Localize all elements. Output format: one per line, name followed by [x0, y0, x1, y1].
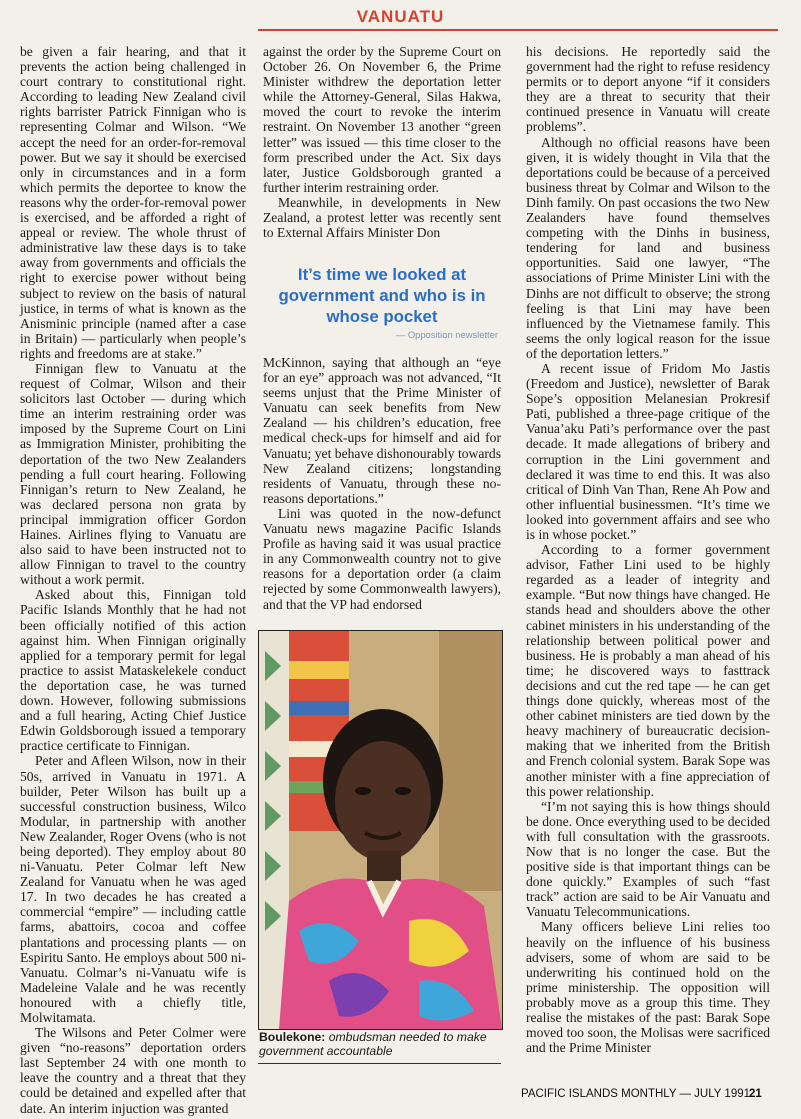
- header-rule: [258, 29, 778, 31]
- article-column-2-bottom: [263, 355, 501, 611]
- pull-quote-text: It’s time we looked at government and who is in whose pocket: [278, 265, 486, 326]
- pull-quote: [262, 264, 502, 346]
- pull-quote-source: — Opposition newsletter: [395, 329, 498, 340]
- photo-caption: [259, 1030, 501, 1058]
- paragraph: The Wilsons and Peter Colmer were given “no-reasons” deportation orders last September 24 with one month to leave the country and a threat that they could be detained and expelled after that date. An interim injuction was granted: [20, 1025, 246, 1116]
- article-column-3: [526, 44, 770, 1074]
- paragraph: Many officers believe Lini relies too heavily on the influence of his business advisers, some of whom are said to be underwriting his continued hold on the prime ministership. The opposition will probably move as a group this time. They realise the mistakes of the past: Barak Sope moved too soon, the Molisas were sacrificed and the Prime Minister: [526, 919, 770, 1056]
- page-footer: [521, 1088, 781, 1100]
- article-column-1: [20, 44, 246, 1116]
- portrait-illustration: [259, 631, 502, 1029]
- paragraph: Finnigan flew to Vanuatu at the request of Colmar, Wilson and their solicitors last October — during which time an interim restraining order was imposed by the Supreme Court on Lini as Immigration Minister, prohibiting the deportation of the two New Zealanders pending a full court hearing. Following Finnigan’s return to New Zealand, he was declared persona non grata by principal immigration officer Gordon Haines. Airlines flying to Vanuatu are also said to have been instructed not to allow Finnigan to travel to the country without a work permit.: [20, 360, 246, 588]
- page-number: 21: [749, 1088, 762, 1100]
- paragraph: Although no official reasons have been given, it is widely thought in Vila that the deportations could be because of a perceived business threat by Colmar and Wilson to the Dinh family. On past occasions the two New Zealanders have found themselves competing with the Dinhs in business, tendering for land and business opportunities. Said one lawyer, “The associations of Prime Minister Lini with the Dinhs are not difficult to observe; the strong feeling is that Lini may have been influenced by the Vietnamese family. This seems the only logical reason for the issue of the deportation letters.”: [526, 134, 770, 361]
- paragraph: his decisions. He reportedly said the government had the right to refuse residency permits or to deport anyone “if it considers they are a threat to security that their continued presence in Vanuatu will create problems”.: [526, 44, 770, 135]
- paragraph: Peter and Afleen Wilson, now in their 50s, arrived in Vanuatu in 1971. A builder, Peter Wilson has built up a successful construction business, Wilco Modular, in partnership with another New Zealander, Roger Ovens (who is not being deported). They employ about 80 ni-Vanuatu. Peter Colmar left New Zealand for Vanuatu when he was aged 17. In two decades he has created a commercial “empire” — including cattle farms, abattoirs, cocoa and coffee plantations and processing plants — on Espiritu Santo. He employs about 500 ni-Vanuatu. Colmar’s ni-Vanuatu wife is Madeleine Valale and he was recently honoured with a chiefly title, Molwitamata.: [20, 753, 246, 1025]
- caption-name: Boulekone:: [259, 1030, 326, 1044]
- paragraph: A recent issue of Fridom Mo Jastis (Freedom and Justice), newsletter of Barak Sope’s opposition Melanesian Prokresif Pati, published a three-page critique of the Vanua’aku Pati’s performance over the past decade. It made allegations of bribery and corruption in the Lini government and declared it was time to end this. It was also critical of Dinh Van Than, Rene Ah Pow and other influential businessmen. “It’s time we looked into government affairs and see who is in whose pocket.”: [526, 360, 770, 542]
- paragraph: Asked about this, Finnigan told Pacific Islands Monthly that he had not been officially notified of this action against him. When Finnigan originally applied for a temporary permit for legal practice to assist Mataskelekele conduct the deportation case, he was turned down. However, following submissions and a full hearing, Acting Chief Justice Edwin Goldsborough issued a temporary practice certificate to Finnigan.: [20, 587, 246, 754]
- portrait-photo: [258, 630, 503, 1030]
- publication-line: PACIFIC ISLANDS MONTHLY — JULY 1991: [521, 1088, 751, 1100]
- paragraph: Meanwhile, in developments in New Zealand, a protest letter was recently sent to External Affairs Minister Don: [263, 194, 501, 241]
- article-column-2-top: [263, 44, 501, 252]
- section-title: VANUATU: [356, 7, 445, 26]
- paragraph: “I’m not saying this is how things should be done. Once everything used to be decided with full consultation with the grassroots. Now that is no longer the case. But the positive side is that important things can be done quickly.” Examples of such “fast track” action are said to be Air Vanuatu and Vanuatu Telecommunications.: [526, 798, 770, 920]
- paragraph: against the order by the Supreme Court on October 26. On November 6, the Prime Minister withdrew the deportation letter while the Attorney-General, Silas Hakwa, moved the court to revoke the interim restraint. On November 13 another “green letter” was issued — this time closer to the form prescribed under the Act. Six days later, Justice Goldsborough granted a further interim restraining order.: [263, 44, 501, 195]
- page-header: [0, 0, 801, 32]
- paragraph: be given a fair hearing, and that it prevents the action being challenged in court contrary to constitutional right. According to leading New Zealand civil rights barrister Patrick Finnigan who is representing Colmar and Wilson. “We accept the need for an order-for-removal power. But we say it should be exercised only in circumstances and in a form which permits the deportee to know the reasons why the order-for-removal power is exercised, and be afforded a right of appeal or review. The whole thrust of administrative law these days is to take away from governments and officials the right to exercise power without being subject to review on the basis of natural justice, in terms of what is known as the Anisminic principle (named after a case in Britain) — particularly when people’s rights and freedoms are at stake.”: [20, 44, 246, 361]
- paragraph: According to a former government advisor, Father Lini used to be highly regarded as a leader of integrity and example. “But now things have changed. He stands head and shoulders above the other cabinet ministers in his understanding of the relationship between political power and business. He is probably a man ahead of his time; he discovered ways to fasttrack decisions and cut the red tape — he can get things done quickly, whereas most of the other cabinet ministers are tied down by the heavy machinery of bureaucratic decision-making that we inherited from the British and French colonial system. Barak Sope was another minister with a fine appreciation of this power relationship.: [526, 542, 770, 799]
- paragraph: McKinnon, saying that although an “eye for an eye” approach was not advanced, “It seems unjust that the Prime Minister of Vanuatu can seek benefits from New Zealand — his children’s education, free medical check-ups for himself and aid for Vanuatu; yet behave dishonourably towards New Zealand citizens; longstanding residents of Vanuatu, through these no-reasons deportations.”: [263, 355, 501, 506]
- caption-rule: [258, 1063, 501, 1064]
- paragraph: Lini was quoted in the now-defunct Vanuatu news magazine Pacific Islands Profile as having said it was usual practice in any Commonwealth country not to give reasons for a deportation order (a claim rejected by some Commonwealth lawyers), and that the VP had endorsed: [263, 505, 501, 612]
- caption-text: ombudsman needed to make government accountable: [259, 1030, 487, 1058]
